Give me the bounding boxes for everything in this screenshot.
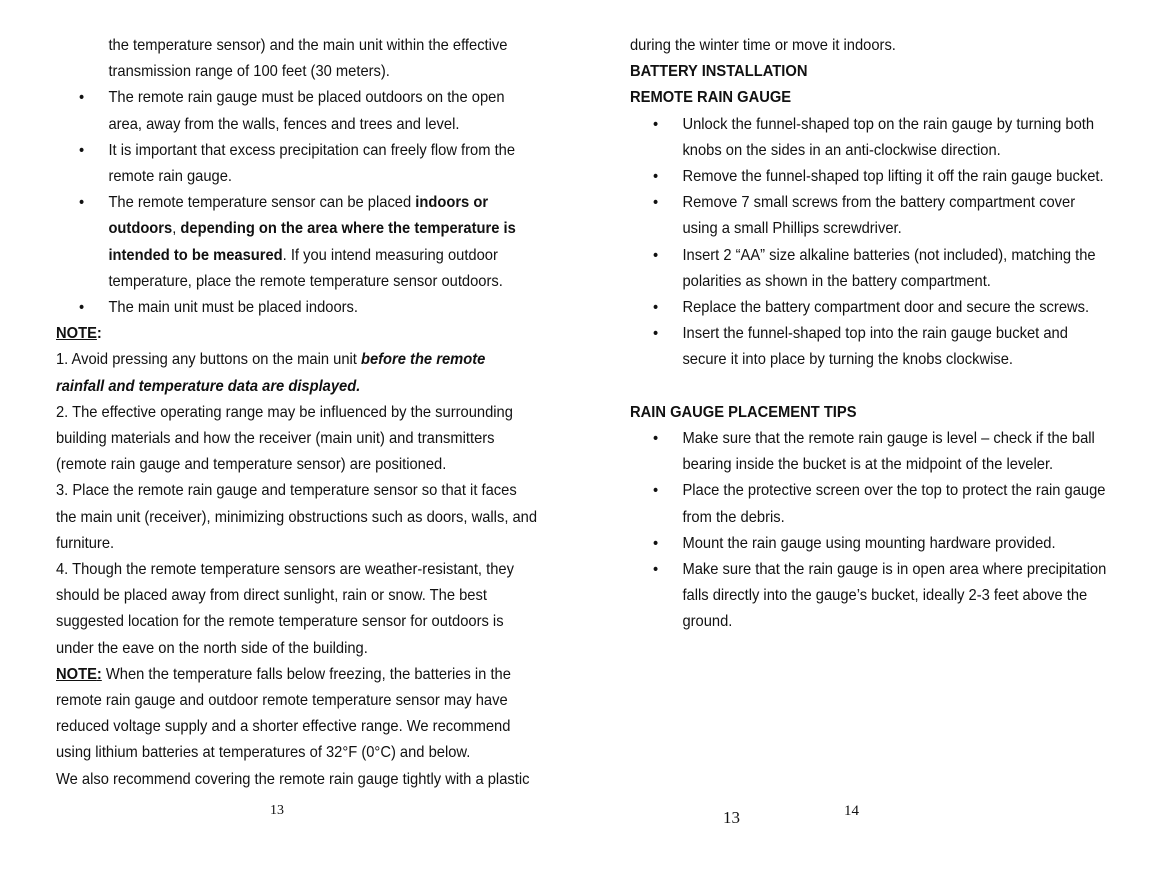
bullet-item xyxy=(630,164,1104,190)
text-line: Make sure that the remote rain gauge is level – check if the ball xyxy=(682,430,1095,448)
bullet-glyph: • xyxy=(79,89,85,107)
text-run: , xyxy=(172,220,181,238)
note-heading: NOTE: xyxy=(56,325,102,343)
bullet-glyph: • xyxy=(79,299,85,317)
text-line: Make sure that the rain gauge is in open area where precipitation xyxy=(682,561,1107,579)
bullet-item xyxy=(630,190,1101,242)
bullet-item xyxy=(630,531,1101,557)
bullet-item xyxy=(630,243,1101,295)
blank-line xyxy=(630,374,1101,400)
text-line: from the debris. xyxy=(682,508,785,526)
text-run: The remote temperature sensor can be placed xyxy=(108,194,416,212)
note-item-4: 4. Though the remote temperature sensors are weather-resistant, they xyxy=(56,561,514,579)
text-line: transmission range of 100 feet (30 meters). xyxy=(108,63,390,81)
text-line: bearing inside the bucket is at the midpoint of the leveler. xyxy=(682,456,1054,474)
text-line: secure it into place by turning the knobs clockwise. xyxy=(682,351,1013,369)
text-line: suggested location for the remote temperature sensor for outdoors is xyxy=(56,613,504,631)
bullet-glyph: • xyxy=(653,534,659,552)
right-page-text xyxy=(630,33,1107,636)
text-line: building materials and how the receiver (main unit) and transmitters xyxy=(56,430,495,448)
text-line: Insert the funnel-shaped top into the rain gauge bucket and xyxy=(682,325,1068,343)
bullet-glyph: • xyxy=(653,299,659,317)
text-line: furniture. xyxy=(56,534,115,552)
bullet-glyph: • xyxy=(653,168,659,186)
text-line: using lithium batteries at temperatures of 32°F (0°C) and below. xyxy=(56,744,471,762)
left-page xyxy=(0,0,577,892)
text-line: reduced voltage supply and a shorter effective range. We recommend xyxy=(56,718,511,736)
text-line: area, away from the walls, fences and trees and level. xyxy=(108,115,460,133)
text-line: The remote rain gauge must be placed outdoors on the open xyxy=(108,89,505,107)
text-line: the temperature sensor) and the main unit within the effective xyxy=(108,37,508,54)
right-page xyxy=(577,0,1155,892)
bullet-glyph: • xyxy=(653,194,659,212)
bullet-glyph: • xyxy=(653,430,659,448)
text-line: Remove 7 small screws from the battery compartment cover xyxy=(682,194,1076,212)
bullet-item xyxy=(630,321,1101,373)
text-line: should be placed away from direct sunlight, rain or snow. The best xyxy=(56,587,487,605)
page-number-large: 13 xyxy=(723,808,740,827)
note-paragraph: NOTE: When the temperature falls below freezing, the batteries in the xyxy=(56,665,511,683)
text-line: the main unit (receiver), minimizing obstructions such as doors, walls, and xyxy=(56,508,538,526)
note-item-3: 3. Place the remote rain gauge and temperature sensor so that it faces xyxy=(56,482,517,500)
text-line: polarities as shown in the battery compartment. xyxy=(682,272,991,290)
page-number: 14 xyxy=(844,803,859,819)
bullet-item xyxy=(630,557,1107,636)
text-line: ground. xyxy=(682,613,733,631)
text-line: remote rain gauge. xyxy=(108,168,233,186)
text-line: Replace the battery compartment door and secure the screws. xyxy=(682,299,1090,317)
text-line: Unlock the funnel-shaped top on the rain gauge by turning both xyxy=(682,115,1095,133)
left-page-text xyxy=(56,33,538,793)
text-run: . If you intend measuring outdoor xyxy=(282,246,498,264)
bullet-item xyxy=(630,112,1101,164)
bullet-item xyxy=(56,85,527,137)
bullet-item xyxy=(56,295,527,321)
note-label: NOTE xyxy=(56,665,97,683)
text-line: under the eave on the north side of the building. xyxy=(56,639,368,657)
text-line: The main unit must be placed indoors. xyxy=(108,299,359,317)
bullet-glyph: • xyxy=(653,325,659,343)
text-line: We also recommend covering the remote rain gauge tightly with a plastic xyxy=(56,770,530,788)
bold-text-run: outdoors xyxy=(108,220,173,238)
text-line: It is important that excess precipitation can freely flow from the xyxy=(108,141,516,159)
text-line: (remote rain gauge and temperature sensor) are positioned. xyxy=(56,456,447,474)
text-line: Mount the rain gauge using mounting hardware provided. xyxy=(682,534,1056,552)
text-line: Remove the funnel-shaped top lifting it off the rain gauge bucket. xyxy=(682,168,1104,186)
text-line: using a small Phillips screwdriver. xyxy=(682,220,902,238)
text-line: rainfall and temperature data are displayed. xyxy=(56,377,361,395)
note-item-2: 2. The effective operating range may be influenced by the surrounding xyxy=(56,403,513,421)
bullet-item xyxy=(630,426,1101,478)
section-subheading: REMOTE RAIN GAUGE xyxy=(630,89,792,107)
section-heading: BATTERY INSTALLATION xyxy=(630,63,808,81)
bold-text-run: intended to be measured xyxy=(108,246,283,264)
bullet-glyph: • xyxy=(653,561,659,579)
bullet-item xyxy=(630,478,1106,530)
text-line: during the winter time or move it indoors. xyxy=(630,37,896,54)
bold-text-run: indoors or xyxy=(415,194,489,212)
text-line: Insert 2 “AA” size alkaline batteries (not included), matching the xyxy=(682,246,1096,264)
text-line: falls directly into the gauge’s bucket, ideally 2-3 feet above the xyxy=(682,587,1088,605)
bullet-glyph: • xyxy=(653,115,659,133)
bullet-glyph: • xyxy=(79,194,85,212)
bold-text-run: depending on the area where the temperature is xyxy=(180,220,516,238)
note-item-1: 1. Avoid pressing any buttons on the main unit before the remote xyxy=(56,351,486,369)
bullet-item xyxy=(630,295,1101,321)
bullet-item xyxy=(56,190,527,295)
text-line: Place the protective screen over the top to protect the rain gauge xyxy=(682,482,1106,500)
bullet-item xyxy=(56,138,527,190)
text-line: remote rain gauge and outdoor remote temperature sensor may have xyxy=(56,692,508,710)
page-number: 13 xyxy=(270,803,284,818)
section-heading: RAIN GAUGE PLACEMENT TIPS xyxy=(630,403,857,421)
bullet-glyph: • xyxy=(653,482,659,500)
text-line: temperature, place the remote temperature sensor outdoors. xyxy=(108,272,503,290)
text-line: knobs on the sides in an anti-clockwise direction. xyxy=(682,141,1001,159)
bullet-glyph: • xyxy=(79,141,85,159)
bullet-glyph: • xyxy=(653,246,659,264)
